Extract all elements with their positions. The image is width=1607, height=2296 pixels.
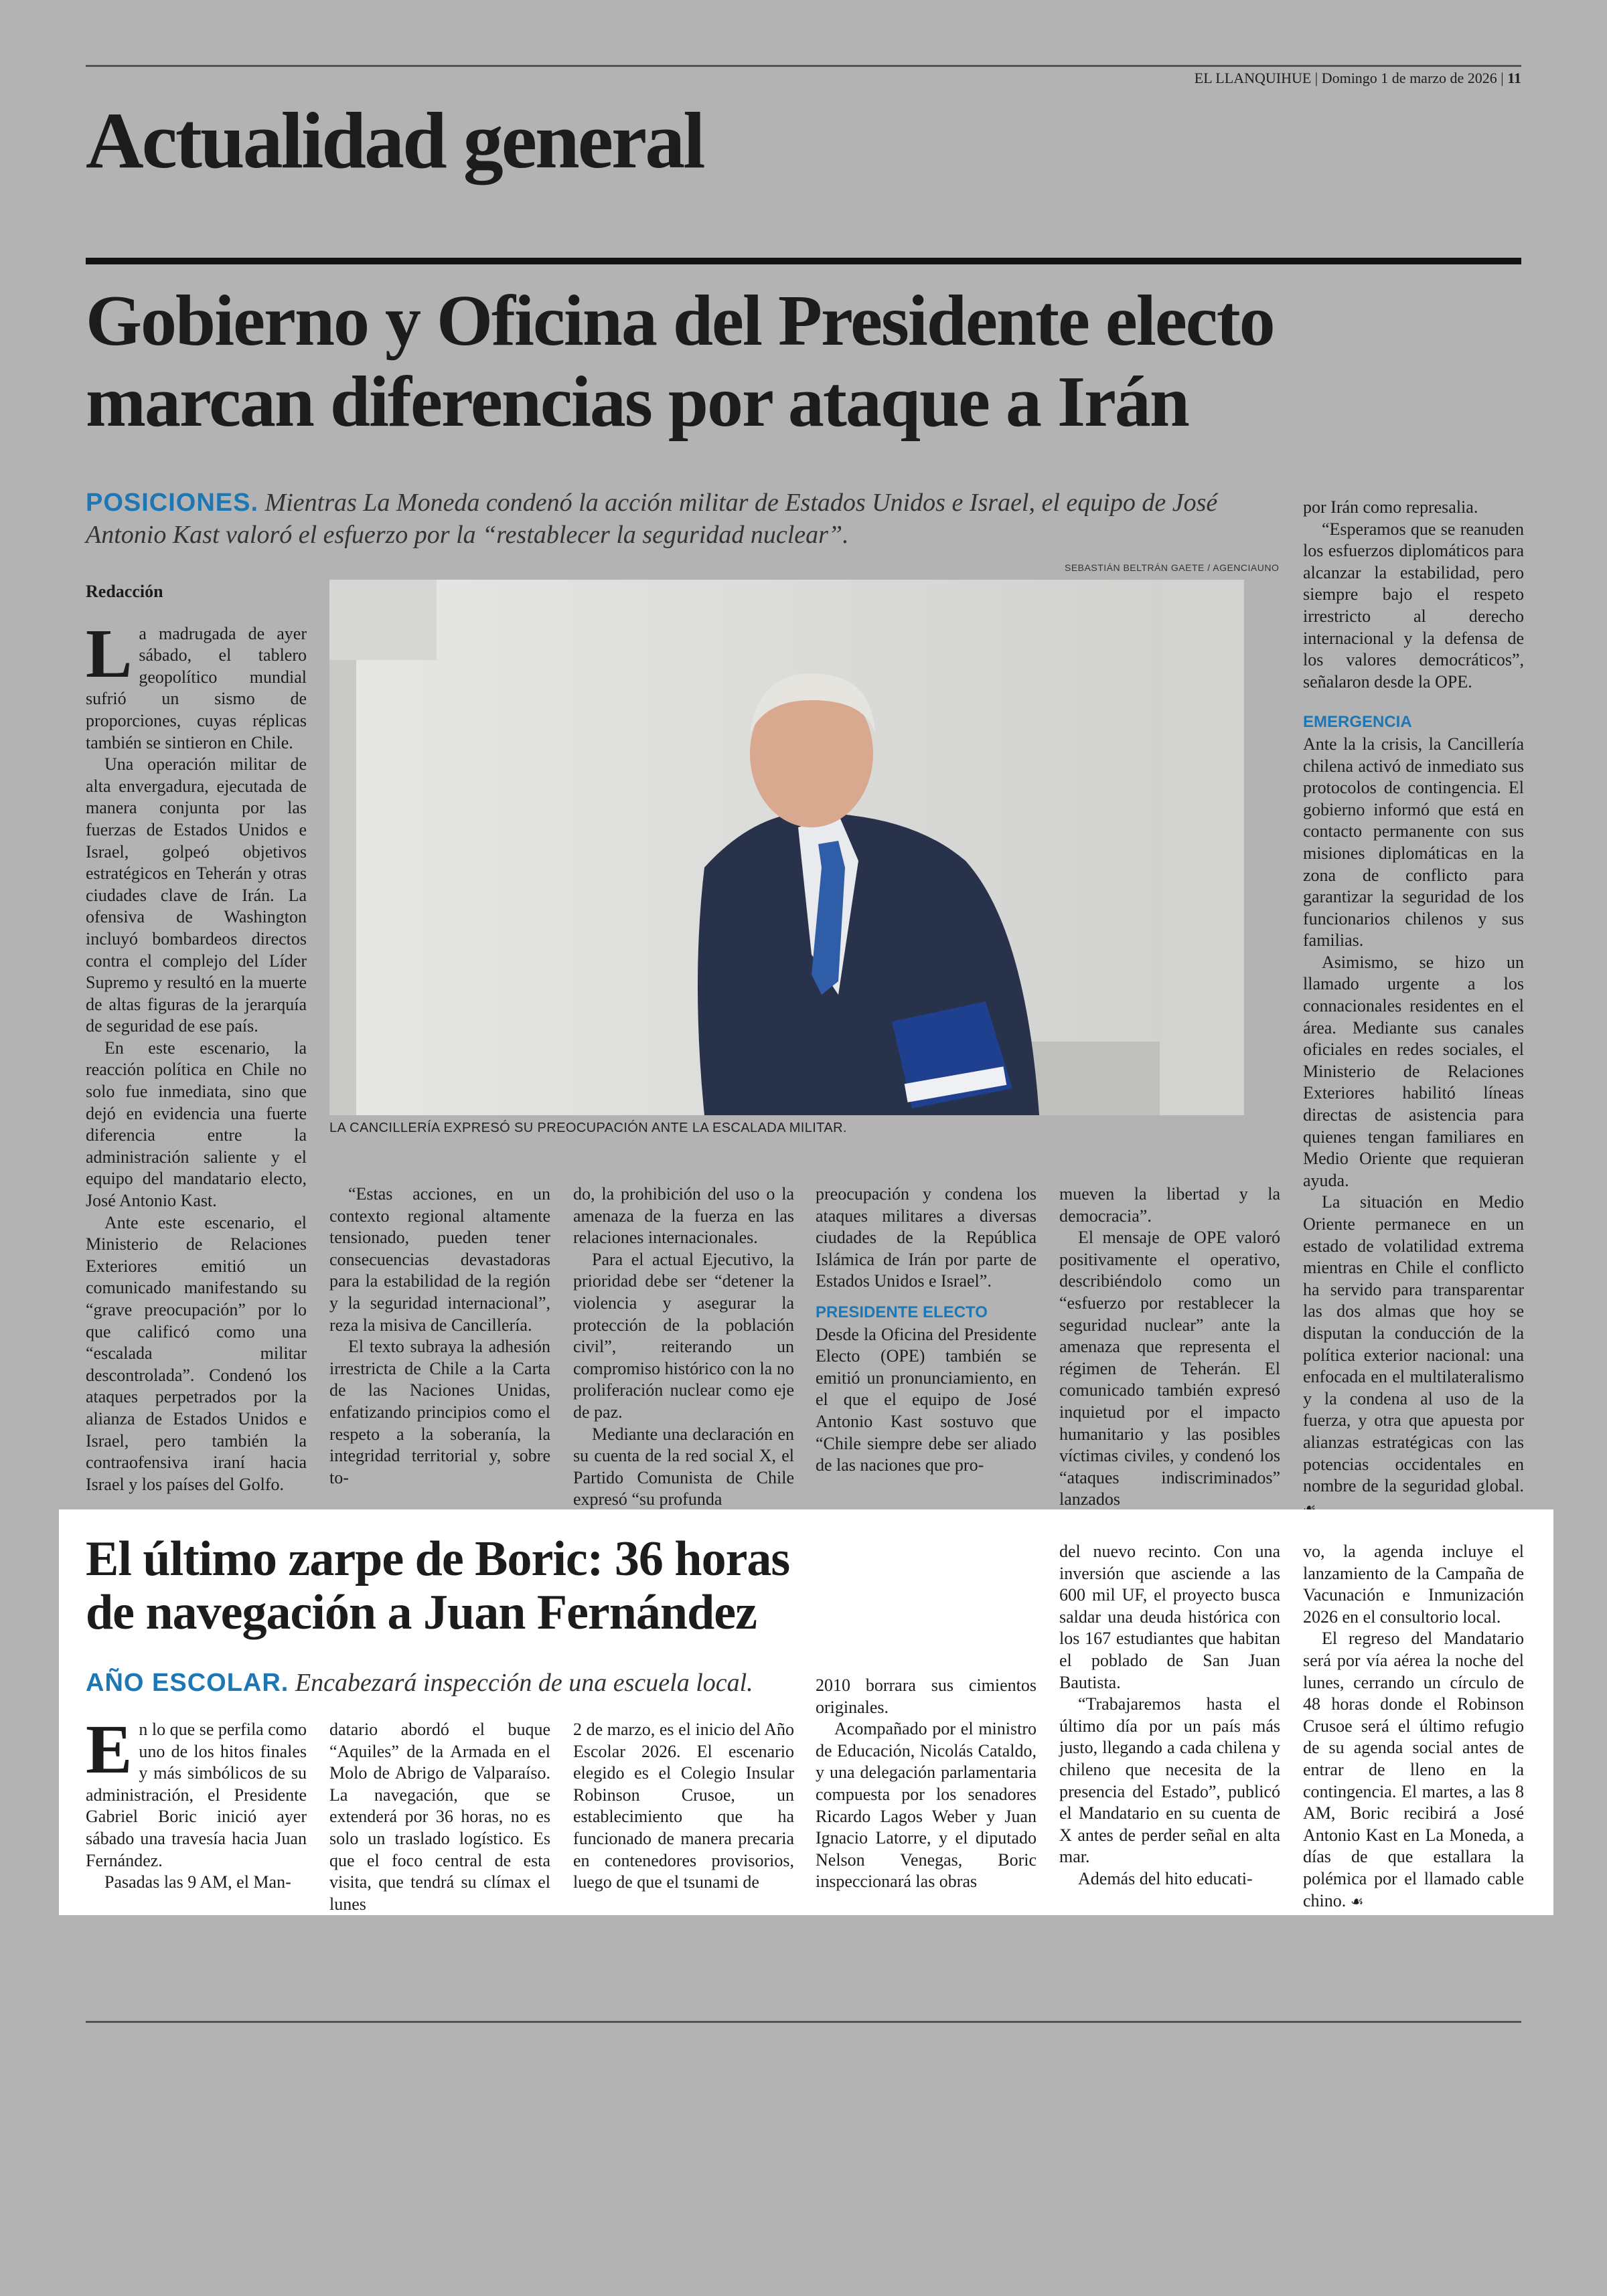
masthead: EL LLANQUIHUE | Domingo 1 de marzo de 2026 | 11 [1194, 70, 1521, 86]
paragraph: vo, la agenda incluye el lanzamiento de la Campaña de Vacunación e Inmunización 2026 en el consultorio local. [1303, 1542, 1524, 1627]
headline-line: de navegación a Juan Fernández [86, 1584, 757, 1640]
dropcap: E [86, 1711, 133, 1788]
deck-kicker: AÑO ESCOLAR. [86, 1669, 289, 1697]
paragraph: Acompañado por el ministro de Educación, Nicolás Cataldo, y una delegación parlamentaria compuesta por los senadores Ricardo Lagos Weber y Juan Ignacio Latorre, y el diputado Nelson Venegas, Boric inspeccionará las obras [816, 1719, 1037, 1892]
paragraph: Una operación militar de alta envergadura, ejecutada de manera conjunta por las fuerzas de Estados Unidos e Israel, golpeó objetivos estratégicos en Teherán y otras ciudades clave de Irán. La ofensiva de Washington incluyó bombardeos directos contra el complejo del Líder Supremo y resultó en la muerte de altas figuras de la jerarquía de seguridad de ese país. [86, 754, 307, 1036]
paragraph: Asimismo, se hizo un llamado urgente a los connacionales residentes en el área. Mediante sus canales oficiales en redes sociales, el Ministerio de Relaciones Exteriores habilitó líneas directas de asistencia para quienes tengan familiares en Medio Oriente que requieran ayuda. [1303, 952, 1524, 1190]
second-deck [86, 1668, 753, 1698]
paragraph: El texto subraya la adhesión irrestricta de Chile a la Carta de las Naciones Unidas, enfatizando principios como el respeto a la soberanía, la integridad territorial y, sobre to- [329, 1337, 550, 1487]
article-column [1303, 1541, 1524, 1913]
paragraph: preocupación y condena los ataques militares a diversas ciudades de la República Islámica de Irán por parte de Estados Unidos e Israel”. [816, 1184, 1037, 1291]
paragraph: Pasadas las 9 AM, el Man- [104, 1872, 291, 1892]
article-column [86, 581, 307, 1495]
paragraph: Ante este escenario, el Ministerio de Relaciones Exteriores emitió un comunicado manifestando su “grave preocupación” por lo que calificó como una “escalada militar descontrolada”. Condenó los ataques perpetrados por la alianza de Estados Unidos e Israel, pero también la contraofensiva iraní hacia Israel y los países del Golfo. [86, 1212, 307, 1494]
headline-line: El último zarpe de Boric: 36 horas [86, 1532, 790, 1586]
paper-name: EL LLANQUIHUE [1194, 70, 1312, 86]
paragraph: En este escenario, la reacción política en Chile no solo fue inmediata, sino que dejó en evidencia una fuerte diferencia entre la administración saliente y el equipo del mandatario electo, José Antonio Kast. [86, 1038, 307, 1211]
paragraph: Ante la la crisis, la Cancillería chilena activó de inmediato sus protocolos de contingencia. El gobierno informó que está en contacto permanente con sus misiones diplomáticas en la zona de conflicto para garantizar la seguridad de los funcionarios chilenos y sus familias. [1303, 734, 1524, 951]
second-headline [86, 1533, 1043, 1640]
end-mark-icon: ☙ [1350, 1893, 1364, 1910]
photo-credit: SEBASTIÁN BELTRÁN GAETE / AGENCIAUNO [1065, 562, 1280, 573]
paragraph: datario abordó el buque “Aquiles” de la Armada en el Molo de Abrigo de Valparaíso. La navegación, que se extenderá por 36 horas, no es solo un traslado logístico. Es que el foco central de esta visita, que tendrá su clímax el lunes [329, 1720, 550, 1914]
article-column [1059, 1541, 1280, 1890]
page-number: 11 [1507, 70, 1521, 86]
article-column [816, 1183, 1037, 1477]
paragraph: 2010 borrara sus cimientos originales. [816, 1675, 1037, 1717]
deck-text: Encabezará inspección de una escuela local. [295, 1669, 753, 1697]
paragraph: mueven la libertad y la democracia”. [1059, 1184, 1280, 1226]
paragraph: Para el actual Ejecutivo, la prioridad debe ser “detener la violencia y asegurar la protección de la población civil”, reiterando un compromiso histórico con la no proliferación nuclear como eje de paz. [573, 1249, 794, 1422]
paragraph: n lo que se perfila como uno de los hitos finales y más simbólicos de su administración, el Presidente Gabriel Boric inició ayer sábado una travesía hacia Juan Fernández. [86, 1720, 307, 1870]
paragraph [1303, 1192, 1524, 1520]
paragraph: del nuevo recinto. Con una inversión que asciende a las 600 mil UF, el proyecto busca saldar una deuda histórica con los 167 estudiantes que habitan el poblado de San Juan Bautista. [1059, 1542, 1280, 1692]
article-column [573, 1719, 794, 1894]
byline: Redacción [86, 582, 163, 601]
bottom-rule [86, 2021, 1521, 2023]
paragraph: Además del hito educati- [1078, 1868, 1253, 1888]
paragraph: El mensaje de OPE valoró positivamente el operativo, describiéndolo como un “esfuerzo por restablecer la seguridad nuclear” ante la amenaza que representa el régimen de Teherán. El comunicado también expresó inquietud por el impacto humanitario y las posibles víctimas civiles, y condenó los “ataques indiscriminados” lanzados [1059, 1228, 1280, 1509]
paragraph-text: La situación en Medio Oriente permanece en un estado de volatilidad extrema mientras en Chile el conflicto ha servido para transparentar las dos almas que hoy se disputan la conducción de la política exterior nacional: una enfocada en el multilateralismo y la condena al uso de la fuerza, y otra que apuesta por alianzas estratégicas con las potencias occidentales en nombre de la seguridad global. [1303, 1192, 1524, 1496]
paragraph: a madrugada de ayer sábado, el tablero geopolítico mundial sufrió un sismo de proporciones, cuyas réplicas también se sintieron en Chile. [86, 623, 307, 752]
paragraph: 2 de marzo, es el inicio del Año Escolar 2026. El escenario elegido es el Colegio Insular Robinson Crusoe, un establecimiento que ha funcionado de manera precaria en contenedores provisorios, luego de que el tsunami de [573, 1720, 794, 1892]
article-column [329, 1183, 550, 1489]
paragraph: do, la prohibición del uso o la amenaza de la fuerza en las relaciones internacionales. [573, 1184, 794, 1248]
section-rule [86, 258, 1521, 264]
photo-caption: LA CANCILLERÍA EXPRESÓ SU PREOCUPACIÓN ANTE LA ESCALADA MILITAR. [329, 1121, 847, 1135]
photo-illustration [329, 580, 1244, 1115]
paragraph: “Trabajaremos hasta el último día por un país más justo, llegando a cada chilena y chileno que necesita de la presencia del Estado”, publicó el Mandatario en su cuenta de X antes de perder señal en alta mar. [1059, 1694, 1280, 1867]
top-rule [86, 65, 1521, 67]
issue-date: Domingo 1 de marzo de 2026 [1321, 70, 1497, 86]
dropcap: L [86, 614, 133, 692]
subheading: PRESIDENTE ELECTO [816, 1303, 988, 1321]
deck-kicker: POSICIONES. [86, 489, 259, 517]
paragraph: “Estas acciones, en un contexto regional altamente tensionado, pueden tener consecuencias devastadoras para la estabilidad de la región y la seguridad internacional”, reza la misiva de Cancillería. [329, 1184, 550, 1335]
article-column [329, 1719, 550, 1915]
main-deck [86, 487, 1264, 552]
subheading: EMERGENCIA [1303, 713, 1412, 732]
paragraph: “Esperamos que se reanuden los esfuerzos diplomáticos para alcanzar la estabilidad, pero siempre bajo el respeto irrestricto al derecho internacional y la defensa de los valores democráticos”, señalaron desde la OPE. [1303, 519, 1524, 691]
news-photo [329, 580, 1244, 1115]
article-column [1303, 497, 1524, 1520]
deck-text: Mientras La Moneda condenó la acción militar de Estados Unidos e Israel, el equipo de José Antonio Kast valoró el esfuerzo por la “restablecer la seguridad nuclear”. [86, 489, 1218, 549]
paragraph: por Irán como represalia. [1303, 497, 1478, 517]
article-column [816, 1675, 1037, 1893]
section-title: Actualidad general [86, 96, 704, 185]
headline-line: marcan diferencias por ataque a Irán [86, 361, 1189, 442]
headline-line: Gobierno y Oficina del Presidente electo [86, 281, 1274, 361]
article-column [573, 1183, 794, 1511]
article-column [86, 1711, 307, 1894]
paragraph [1303, 1628, 1524, 1913]
paragraph: Desde la Oficina del Presidente Electo (OPE) también se emitió un pronunciamiento, en el que el equipo de José Antonio Kast sostuvo que “Chile siempre debe ser aliado de las naciones que pro- [816, 1324, 1037, 1475]
main-headline [86, 281, 1532, 443]
paragraph-text: El regreso del Mandatario será por vía aérea la noche del lunes, cerrando un círculo de 48 horas donde el Robinson Crusoe será el último refugio de su agenda social antes de entrar de lleno en la contingencia. El martes, a las 8 AM, Boric recibirá a José Antonio Kast en La Moneda, a días de que estallara la polémica por el llamado cable chino. [1303, 1629, 1524, 1910]
article-column [1059, 1183, 1280, 1511]
paragraph: Mediante una declaración en su cuenta de la red social X, el Partido Comunista de Chile expresó “su profunda [573, 1424, 794, 1509]
